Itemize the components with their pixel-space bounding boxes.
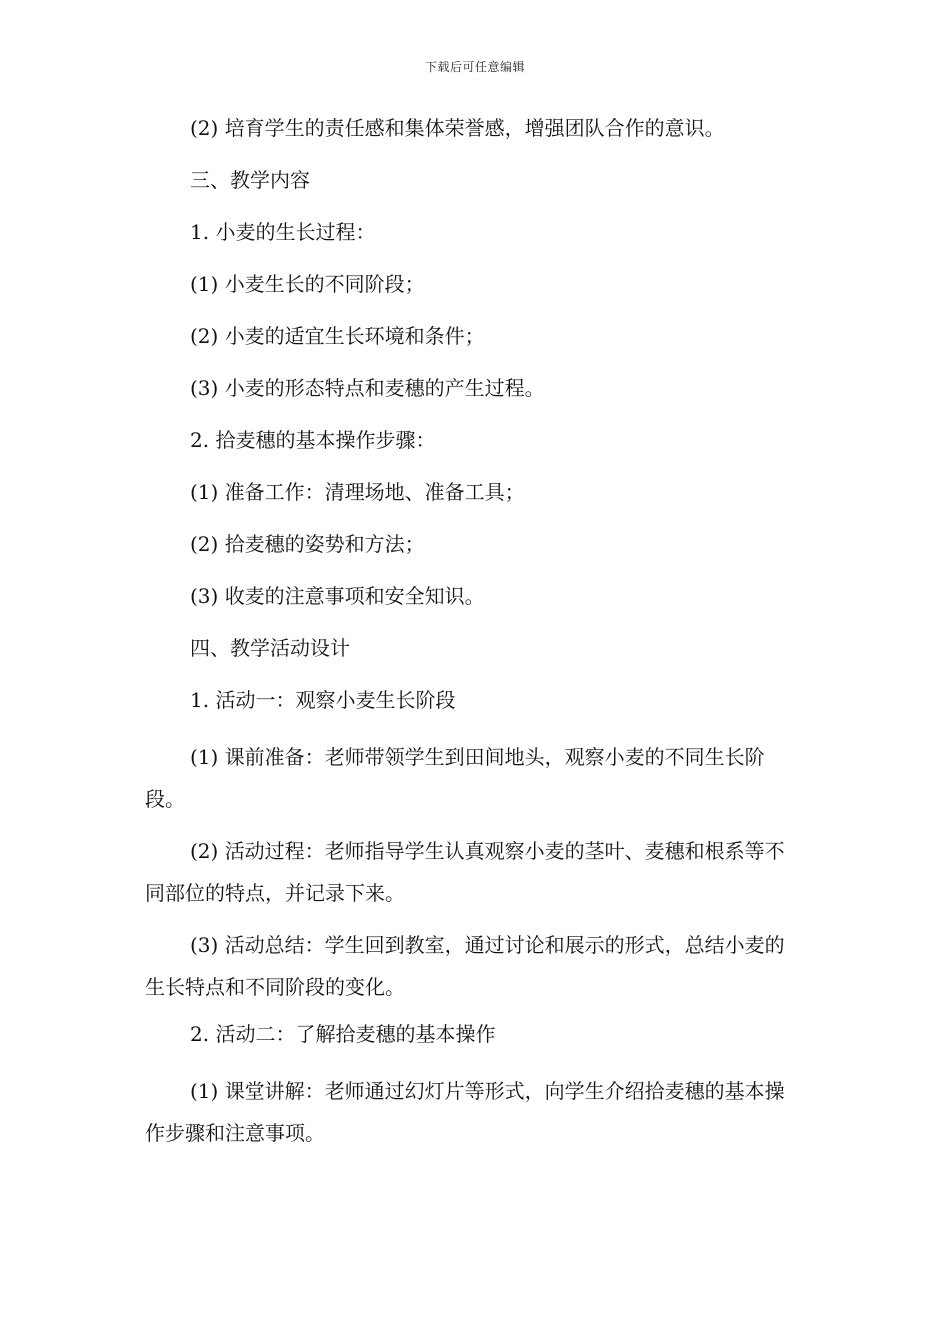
list-item: (1) 课堂讲解：老师通过幻灯片等形式，向学生介绍拾麦穗的基本操作步骤和注意事项。 (145, 1079, 785, 1145)
section-heading: 三、教学内容 (190, 168, 310, 192)
list-heading: 1. 活动一：观察小麦生长阶段 (190, 688, 456, 712)
page-header: 下载后可任意编辑 (424, 60, 525, 74)
list-item: (3) 活动总结：学生回到教室，通过讨论和展示的形式，总结小麦的生长特点和不同阶段的变化。 (145, 933, 785, 999)
list-item: (3) 收麦的注意事项和安全知识。 (190, 584, 485, 608)
list-item: (1) 准备工作：清理场地、准备工具； (190, 480, 525, 504)
list-item: (2) 小麦的适宜生长环境和条件； (190, 324, 485, 348)
list-item: (3) 小麦的形态特点和麦穗的产生过程。 (190, 376, 545, 400)
list-item: (2) 拾麦穗的姿势和方法； (190, 532, 425, 556)
list-heading: 1. 小麦的生长过程： (190, 220, 376, 244)
paragraph: (2) 培育学生的责任感和集体荣誉感，增强团队合作的意识。 (190, 116, 725, 140)
list-item: (2) 活动过程：老师指导学生认真观察小麦的茎叶、麦穗和根系等不同部位的特点，并记录下来。 (145, 839, 785, 905)
list-heading: 2. 活动二：了解拾麦穗的基本操作 (190, 1022, 496, 1046)
list-item: (1) 课前准备：老师带领学生到田间地头，观察小麦的不同生长阶段。 (145, 745, 765, 811)
list-item: (1) 小麦生长的不同阶段； (190, 272, 425, 296)
document-body (145, 112, 795, 1164)
section-heading: 四、教学活动设计 (190, 636, 350, 660)
list-heading: 2. 拾麦穗的基本操作步骤： (190, 428, 436, 452)
